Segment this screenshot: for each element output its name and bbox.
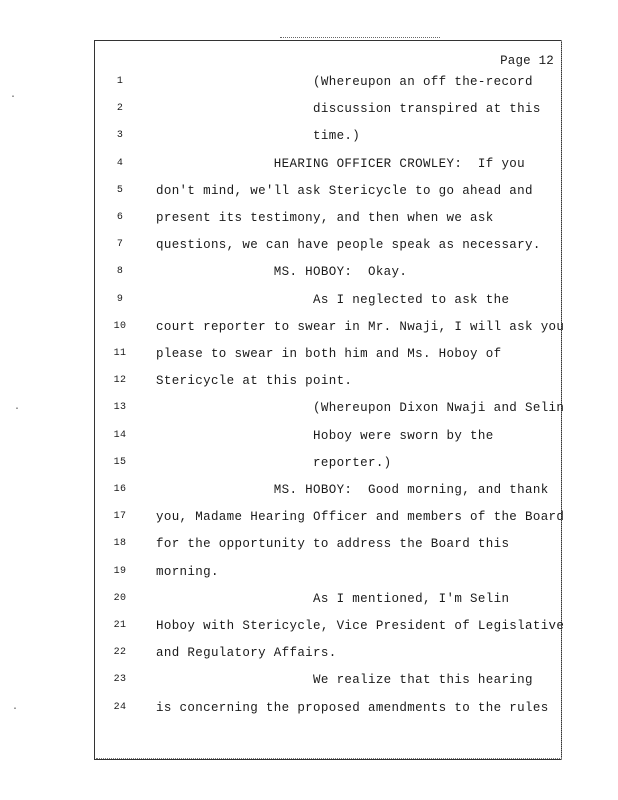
transcript-line <box>94 290 562 310</box>
transcript-line <box>94 398 565 418</box>
line-number: 24 <box>113 701 127 713</box>
transcript-line <box>94 344 562 364</box>
line-number: 3 <box>116 130 124 142</box>
line-number: 22 <box>113 647 127 659</box>
line-number: 1 <box>116 76 124 87</box>
line-text: time.) <box>156 129 361 144</box>
line-text: present its testimony, and then when we ask <box>156 211 494 225</box>
transcript-line <box>94 126 562 146</box>
line-text: and Regulatory Affairs. <box>156 646 337 661</box>
line-number: 5 <box>116 184 124 196</box>
line-text: HEARING OFFICER CROWLEY: If you <box>156 156 526 171</box>
line-number: 11 <box>113 348 127 359</box>
line-number: 12 <box>113 375 127 387</box>
line-number: 20 <box>113 592 127 604</box>
line-text: As I neglected to ask the <box>156 292 510 307</box>
line-number: 17 <box>113 511 127 523</box>
page-number: Page 12 <box>500 54 554 68</box>
line-text: is concerning the proposed amendments to the rules <box>156 700 549 715</box>
scan-artifact-bottom <box>96 758 562 762</box>
line-number: 13 <box>113 402 127 414</box>
line-number: 8 <box>116 266 124 278</box>
transcript-line <box>94 698 562 718</box>
line-text: Hoboy were sworn by the <box>156 428 494 443</box>
line-text: you, Madame Hearing Officer and members of the Board <box>156 510 565 525</box>
line-number: 19 <box>113 565 127 577</box>
transcript-line <box>94 208 562 228</box>
line-text: MS. HOBOY: Good morning, and thank <box>156 483 549 497</box>
transcript-line <box>94 589 562 609</box>
scan-artifact-top <box>280 37 440 41</box>
line-number: 6 <box>116 212 124 223</box>
line-text: Stericycle at this point. <box>156 374 353 389</box>
line-text: As I mentioned, I'm Selin <box>156 591 510 606</box>
transcript-line <box>94 154 562 174</box>
line-text: reporter.) <box>156 455 392 470</box>
line-text: morning. <box>156 564 219 579</box>
line-number: 14 <box>113 429 127 441</box>
transcript-line <box>94 371 562 391</box>
scan-speck: · <box>12 704 19 715</box>
line-number: 18 <box>113 538 127 550</box>
line-number: 15 <box>113 456 127 468</box>
transcript-line <box>94 317 565 337</box>
line-number: 2 <box>116 103 124 115</box>
transcript-line <box>94 99 562 119</box>
line-number: 21 <box>113 620 127 631</box>
transcript-line <box>94 480 562 500</box>
line-text: court reporter to swear in Mr. Nwaji, I will ask you <box>156 319 565 334</box>
transcript-line <box>94 426 562 446</box>
transcript-line <box>94 453 562 473</box>
transcript-line <box>94 562 562 582</box>
line-number: 9 <box>116 293 124 305</box>
line-text: MS. HOBOY: Okay. <box>156 265 408 280</box>
transcript-line <box>94 643 562 663</box>
line-text: for the opportunity to address the Board this <box>156 537 510 552</box>
line-text: don't mind, we'll ask Stericycle to go ahead and <box>156 183 533 198</box>
line-text: discussion transpired at this <box>156 102 541 117</box>
transcript-line <box>94 72 562 92</box>
line-text: Hoboy with Stericycle, Vice President of Legislative <box>156 619 565 633</box>
line-number: 7 <box>116 239 124 251</box>
line-number: 16 <box>113 484 127 495</box>
transcript-line <box>94 507 565 527</box>
transcript-line <box>94 670 562 690</box>
line-text: We realize that this hearing <box>156 673 533 688</box>
line-number: 10 <box>113 320 127 332</box>
transcript-line <box>94 181 562 201</box>
line-text: questions, we can have people speak as necessary. <box>156 238 541 253</box>
line-number: 23 <box>113 674 127 686</box>
line-text: (Whereupon an off the-record <box>156 75 533 89</box>
line-text: (Whereupon Dixon Nwaji and Selin <box>156 401 565 416</box>
scan-speck: · <box>10 92 17 103</box>
scan-speck: · <box>14 404 21 415</box>
transcript-line <box>94 616 565 636</box>
transcript-line <box>94 262 562 282</box>
line-number: 4 <box>116 157 124 169</box>
transcript-line <box>94 235 562 255</box>
line-text: please to swear in both him and Ms. Hoboy of <box>156 347 502 361</box>
transcript-line <box>94 534 562 554</box>
